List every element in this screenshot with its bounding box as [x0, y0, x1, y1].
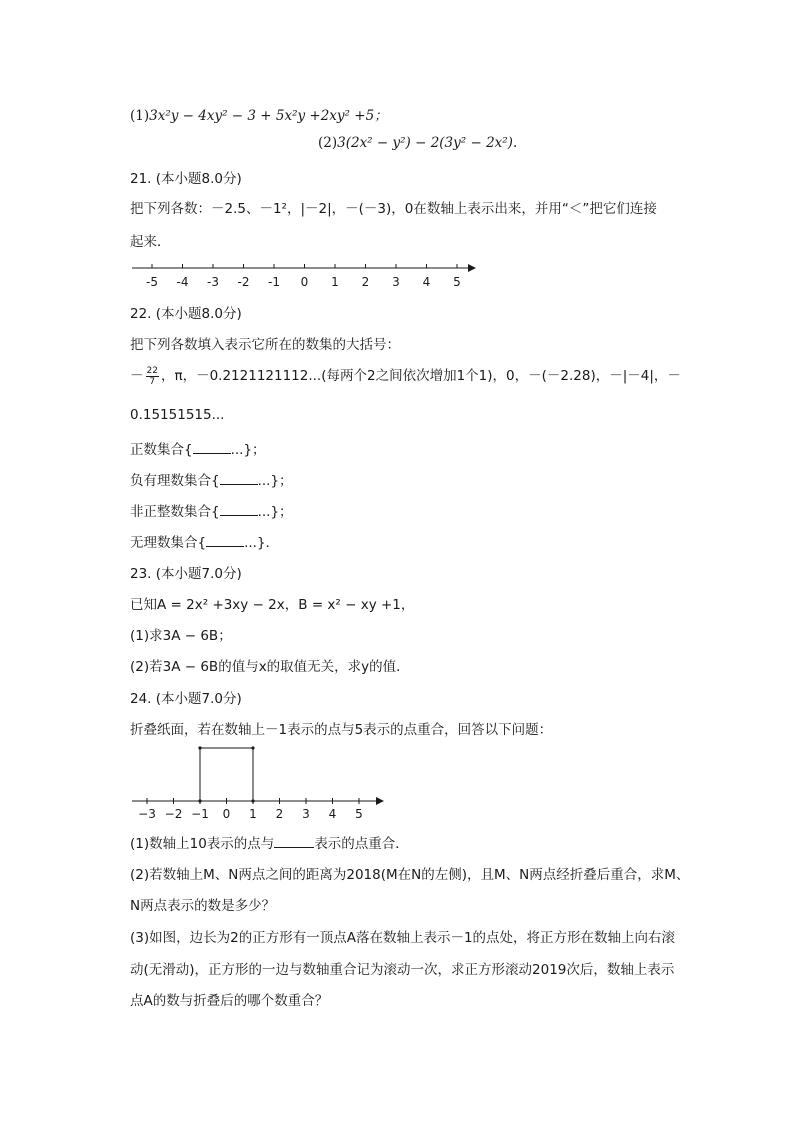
q23-given: 已知A = 2x² +3xy − 2x，B = x² − xy +1， [130, 597, 415, 613]
answer-blank[interactable] [274, 837, 314, 848]
q22-set-nonpositive-integer: 非正整数集合{ ...}； [130, 504, 293, 520]
axis-tick-label: 2 [361, 275, 370, 289]
q22-set-positive: 正数集合{ ...}； [130, 442, 266, 458]
vertex-dot [251, 746, 254, 749]
axis-tick-label: -3 [207, 275, 219, 289]
axis-tick-label: 5 [355, 807, 363, 821]
answer-blank[interactable] [193, 443, 231, 454]
q24-part2-line2: N两点表示的数是多少？ [130, 898, 276, 914]
axis-tick-label: 1 [249, 807, 257, 821]
q20-part2-prefix: (2) [318, 135, 338, 151]
q24-part2-line1: (2)若数轴上M、N两点之间的距离为2018(M在N的左侧)，且M、N两点经折叠后重合，求M、 [130, 867, 690, 883]
q24-header: 24. (本小题7.0分) [130, 691, 242, 707]
axis-tick-label: 3 [302, 807, 310, 821]
q24-part3-line1: (3)如图，边长为2的正方形有一顶点A落在数轴上表示－1的点处，将正方形在数轴上向右滚 [130, 930, 676, 946]
q21-text-line1: 把下列各数：－2.5、－1²，|－2|，－(－3)，0在数轴上表示出来，并用“＜”把它们连接 [130, 201, 657, 217]
axis-tick-label: −2 [164, 807, 183, 821]
axis-tick-label: 0 [300, 275, 309, 289]
q21-text-line2: 起来． [130, 234, 171, 250]
axis-tick-label: -4 [176, 275, 189, 289]
q24-part3-line3: 点A的数与折叠后的哪个数重合？ [130, 993, 329, 1009]
axis-tick-label: 4 [422, 275, 431, 289]
q21-number-line [128, 258, 488, 292]
q24-number-line-with-square [128, 742, 398, 822]
q21-header: 21. (本小题8.0分) [130, 171, 242, 187]
q22-numbers-text: ，π，－0.2121121112...(每两个2之间依次增加1个1)，0，－(－2.28)，－|－4|，－ [160, 368, 681, 384]
axis-tick-label: 0 [222, 807, 231, 821]
q24-part1: (1)数轴上10表示的点与 表示的点重合． [130, 836, 409, 852]
q22-intro: 把下列各数填入表示它所在的数集的大括号： [130, 337, 400, 353]
axis-tick-label: 2 [275, 807, 284, 821]
axis-tick-label: −3 [138, 807, 156, 821]
axis-tick-label: 1 [331, 275, 339, 289]
q22-numbers-line: － $\frac{22}{7}$ ，π，－0.2121121112...(每两个2之间依次增加1个1)，0，－(－2.28)，－|－4|，－ [130, 365, 681, 387]
q22-numbers-cont: 0.15151515... [130, 407, 225, 423]
q23-part1: (1)求3A − 6B； [130, 628, 232, 644]
fraction-22-7: $\frac{22}{7}$ [146, 365, 158, 387]
axis-tick-label: 3 [392, 275, 400, 289]
axis-tick-label: -1 [268, 275, 280, 289]
q20-part2-expr: 3(2x² − y²) − 2(3y² − 2x²). [337, 135, 518, 151]
arrow-icon [376, 797, 384, 805]
q23-header: 23. (本小题7.0分) [130, 566, 242, 582]
q23-part2: (2)若3A − 6B的值与x的取值无关，求y的值． [130, 659, 410, 675]
q20-part1 [130, 104, 388, 124]
axis-tick-label: 4 [328, 807, 337, 821]
square-shape [200, 748, 253, 801]
q24-part3-line2: 动(无滑动)，正方形的一边与数轴重合记为滚动一次，求正方形滚动2019次后，数轴上表示 [130, 962, 675, 978]
q20-part1-expr: 3x²y − 4xy² − 3 + 5x²y +2xy² +5； [149, 108, 388, 124]
axis-tick-label: 5 [453, 275, 461, 289]
q20-part2 [318, 135, 517, 151]
q22-set-negative-rational: 负有理数集合{ ...}； [130, 473, 293, 489]
arrow-icon [468, 264, 476, 272]
axis-tick-label: −1 [191, 807, 209, 821]
q20-part1-prefix: (1) [130, 108, 150, 124]
axis-tick-label: -5 [146, 275, 158, 289]
answer-blank[interactable] [206, 536, 244, 547]
q22-set-irrational: 无理数集合{ ...}． [130, 535, 280, 551]
axis-tick-label: -2 [237, 275, 250, 289]
q22-header: 22. (本小题8.0分) [130, 306, 242, 322]
answer-blank[interactable] [220, 474, 258, 485]
answer-blank[interactable] [220, 505, 258, 516]
vertex-dot [198, 746, 201, 749]
q24-intro: 折叠纸面，若在数轴上－1表示的点与5表示的点重合，回答以下问题： [130, 722, 553, 738]
